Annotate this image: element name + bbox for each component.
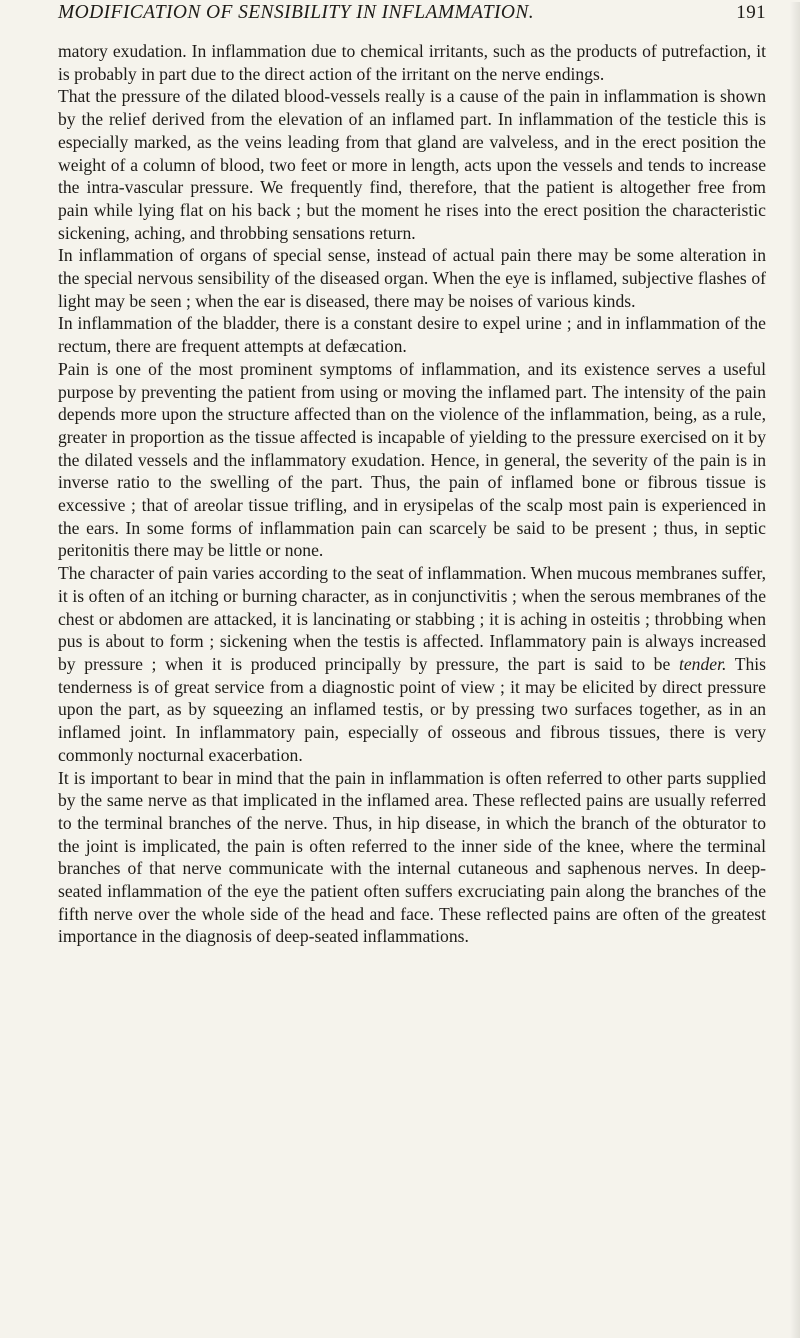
paragraph: In inflammation of organs of special sense, instead of actual pain there may be some alteration in the special nervous sensibility of the diseased organ. When the eye is inflamed, subjective flashes of light may be seen ; when the ear is diseased, there may be noises of various kinds. (58, 245, 766, 311)
paragraph: It is important to bear in mind that the pain in inflammation is often referred to other parts supplied by the same nerve as that implicated in the inflamed area. These reflected pains are usually referred to the terminal branches of the nerve. Thus, in hip disease, in which the branch of the obturator to the joint is implicated, the pain is often referred to the inner side of the knee, where the terminal branches of that nerve communicate with the internal cutaneous and saphenous nerves. In deep-seated inflammation of the eye the patient often suffers excruciating pain along the branches of the fifth nerve over the whole side of the head and face. These reflected pains are often of the greatest importance in the diagnosis of deep-seated inflammations. (58, 767, 766, 947)
paragraph: That the pressure of the dilated blood-vessels really is a cause of the pain in inflammation is shown by the relief derived from the elevation of an inflamed part. In inflammation of the testicle this is especially marked, as the veins leading from that gland are valveless, and in the erect position the weight of a column of blood, two feet or more in length, acts upon the vessels and tends to increase the intra-vascular pressure. We frequently find, therefore, that the patient is altogether free from pain while lying flat on his back ; but the moment he rises into the erect position the characteristic sickening, aching, and throbbing sensations return. (58, 86, 766, 243)
running-title: MODIFICATION OF SENSIBILITY IN INFLAMMATION. (58, 2, 535, 23)
emphasized-term: tender. (678, 653, 727, 674)
paragraph: matory exudation. In inflammation due to chemical irritants, such as the products of putrefaction, it is probably in part due to the direct action of the irritant on the nerve endings. (58, 41, 766, 84)
paragraph-text: This tenderness is of great service from a diagnostic point of view ; it may be elicited by direct pressure upon the part, as by squeezing an inflamed testis, or by pressing two surfaces together, as in an inflamed joint. In inflammatory pain, especially of osseous and fibrous tissues, there is very commonly nocturnal exacerbation. (58, 653, 767, 765)
paragraph: Pain is one of the most prominent symptoms of inflammation, and its existence serves a useful purpose by preventing the patient from using or moving the inflamed part. The intensity of the pain depends more upon the structure affected than on the violence of the inflammation, being, as a rule, greater in proportion as the tissue affected is incapable of yielding to the pressure exercised on it by the dilated vessels and the inflammatory exudation. Hence, in general, the severity of the pain is in inverse ratio to the swelling of the part. Thus, the pain of inflamed bone or fibrous tissue is excessive ; that of areolar tissue trifling, and in erysipelas of the scalp most pain is experienced in the ears. In some forms of inflammation pain can scarcely be said to be present ; thus, in septic peritonitis there may be little or none. (58, 358, 766, 561)
paragraph (58, 562, 766, 766)
page-number: 191 (736, 2, 766, 23)
running-head (58, 2, 766, 36)
paragraph-text: The character of pain varies according to the seat of inflammation. When mucous membranes suffer, it is often of an itching or burning character, as in conjunctivitis ; when the serous membranes of the chest or abdomen are attacked, it is lancinating or stabbing ; it is aching in osteitis ; throbbing when pus is about to form ; sickening when the testis is affected. Inflammatory pain is always increased by pressure ; when it is produced principally by pressure, the part is said to be (58, 563, 766, 674)
body-text (58, 40, 766, 948)
book-page (0, 2, 800, 1338)
paragraph: In inflammation of the bladder, there is a constant desire to expel urine ; and in inflammation of the rectum, there are frequent attempts at defæcation. (58, 313, 766, 357)
page-edge-shadow (790, 2, 800, 1338)
